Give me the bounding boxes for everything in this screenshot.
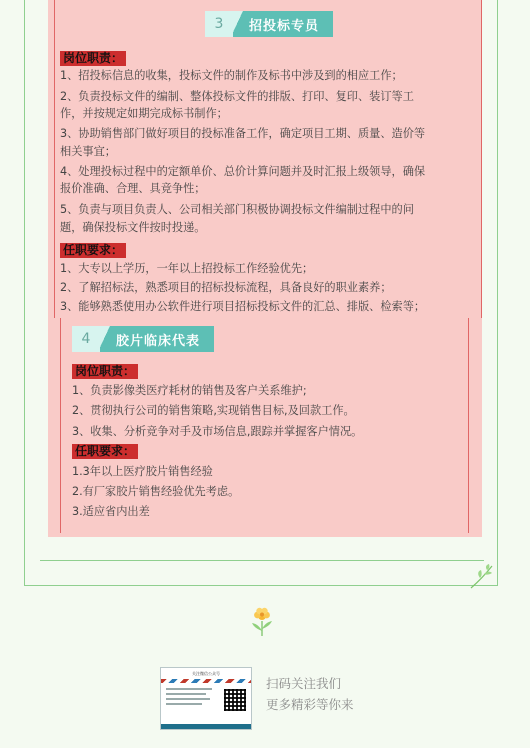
qr-code-icon	[224, 689, 246, 711]
banner-divider	[100, 326, 110, 352]
section4-duty-line: 1、负责影像类医疗耗材的销售及客户关系维护;	[72, 384, 307, 397]
follow-line-1: 扫码关注我们	[266, 676, 342, 691]
section4-requirement-line: 1.3年以上医疗胶片销售经验	[72, 465, 213, 478]
section3-duty-line: 5、负责与项目负责人、公司相关部门积极协调投标文件编制过程中的问	[60, 203, 414, 216]
qr-card-footer	[161, 724, 251, 729]
section4-duty-line: 3、收集、分析竞争对手及市场信息,跟踪并掌握客户情况。	[72, 425, 363, 438]
section3-duty-line: 1、招投标信息的收集，投标文件的制作及标书中涉及到的相应工作；	[60, 69, 403, 82]
follow-prompt	[266, 673, 354, 715]
section3-duty-line: 题，确保投标文件按时投递。	[60, 221, 206, 234]
inner-rule-left	[60, 318, 61, 533]
section3-duty-line: 相关事宜；	[60, 145, 116, 158]
inner-rule-right	[468, 318, 469, 533]
follow-line-2: 更多精彩等你来	[266, 697, 354, 712]
section3-duties-tag: 岗位职责：	[60, 51, 126, 66]
banner-divider	[233, 11, 243, 37]
section3-banner	[205, 11, 333, 37]
section4-number: 4	[72, 326, 100, 352]
footer-divider	[40, 560, 484, 561]
section3-requirement-line: 3、能够熟悉使用办公软件进行项目招标投标文件的汇总、排版、检索等；	[60, 300, 426, 313]
airmail-stripe	[161, 679, 251, 683]
section3-duty-line: 3、协助销售部门做好项目的投标准备工作，确定项目工期、质量、造价等	[60, 127, 426, 140]
leaf-icon	[468, 562, 498, 590]
qr-code-card[interactable]	[160, 667, 252, 730]
panel-rule-right	[481, 0, 482, 318]
section3-title: 招投标专员	[243, 11, 333, 37]
section4-requirements-tag: 任职要求：	[72, 444, 138, 459]
section4-duties-tag: 岗位职责：	[72, 364, 138, 379]
section3-requirement-line: 2、了解招标法，熟悉项目的招标投标流程，具备良好的职业素养；	[60, 281, 392, 294]
qr-card-header: 关注微信公众号	[161, 668, 251, 679]
section4-banner	[72, 326, 214, 352]
section3-requirement-line: 1、大专以上学历，一年以上招投标工作经验优先；	[60, 262, 314, 275]
section3-requirements-tag: 任职要求：	[60, 243, 126, 258]
section3-duty-line: 报价准确、合理、具竞争性；	[60, 182, 206, 195]
panel-rule-left	[54, 0, 55, 318]
section3-duty-line: 4、处理投标过程中的定额单价、总价计算问题并及时汇报上级领导，确保	[60, 165, 426, 178]
section3-duty-line: 作，并按规定如期完成标书制作；	[60, 107, 228, 120]
section4-requirement-line: 3.适应省内出差	[72, 505, 150, 518]
qr-card-contact-lines	[166, 688, 218, 708]
section4-requirement-line: 2.有厂家胶片销售经验优先考虑。	[72, 485, 240, 498]
section4-duty-line: 2、贯彻执行公司的销售策略,实现销售目标,及回款工作。	[72, 404, 355, 417]
section3-duty-line: 2、负责投标文件的编制、整体投标文件的排版、打印、复印、装订等工	[60, 90, 414, 103]
flower-icon	[247, 607, 277, 637]
section3-number: 3	[205, 11, 233, 37]
section4-title: 胶片临床代表	[110, 326, 214, 352]
